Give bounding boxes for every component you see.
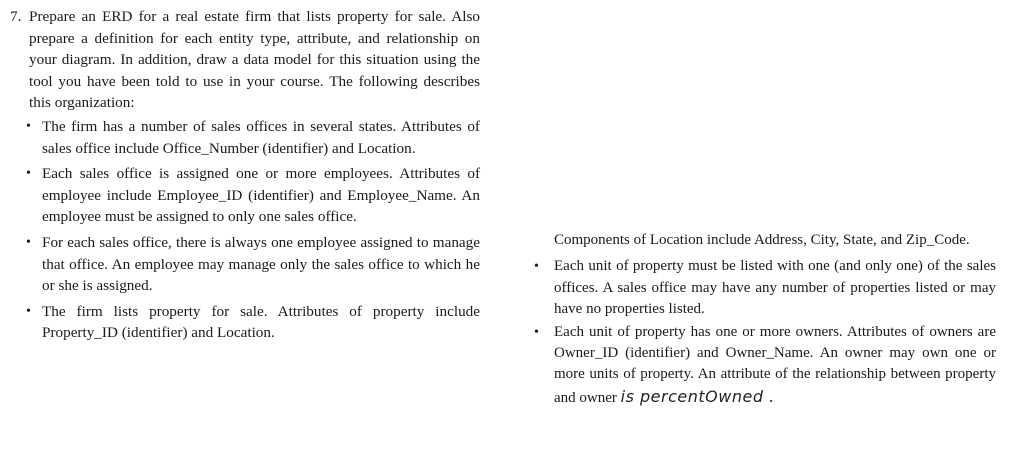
problem-number: 7. (10, 8, 22, 25)
bullet-dot: • (534, 324, 539, 340)
bullet-text: For each sales office, there is always one employee assigned to manage that office. An employee may manage only the sales office to which he or she is assigned. (42, 233, 480, 295)
list-item (26, 301, 480, 344)
handwritten-annotation: is percentOwned . (620, 386, 775, 406)
printed-text: Each unit of property has one or more owners. Attributes of owners are Owner_ID (identifier) and Owner_Name. An owner may own one or more units of property. An attribute of the relationship between property and owner (554, 323, 996, 406)
bullet-text: The firm lists property for sale. Attributes of property include Property_ID (identifier) and Location. (42, 302, 480, 342)
problem-7 (10, 6, 480, 114)
list-item (534, 256, 996, 320)
bullet-text: Each sales office is assigned one or more employees. Attributes of employee include Employee_ID (identifier) and Employee_Name. An employee must be assigned to only one sales office. (42, 165, 480, 226)
list-item (534, 322, 996, 410)
list-item (26, 116, 480, 159)
bullet-dot: • (26, 166, 31, 182)
list-item (26, 232, 480, 297)
location-components-text: Components of Location include Address, City, State, and Zip_Code. (554, 232, 970, 248)
bullet-dot: • (534, 259, 539, 275)
bullet-dot: • (26, 118, 31, 134)
left-column (10, 6, 480, 348)
list-item (26, 163, 480, 228)
bullet-text: Each unit of property must be listed with one (and only one) of the sales offices. A sales office may have any number of properties listed or may have no properties listed. (554, 258, 996, 318)
bullet-dot: • (26, 234, 31, 250)
left-bullet-list (26, 116, 480, 344)
right-column (534, 230, 996, 410)
bullet-dot: • (26, 303, 31, 319)
bullet-text: The firm has a number of sales offices in several states. Attributes of sales office include Office_Number (identifier) and Location. (42, 117, 480, 157)
bullet-text (554, 322, 996, 410)
problem-intro: Prepare an ERD for a real estate firm that lists property for sale. Also prepare a definition for each entity type, attribute, and relationship on your diagram. In addition, draw a data model for this situation using the tool you have been told to use in your course. The following describes this organization: (29, 8, 480, 112)
